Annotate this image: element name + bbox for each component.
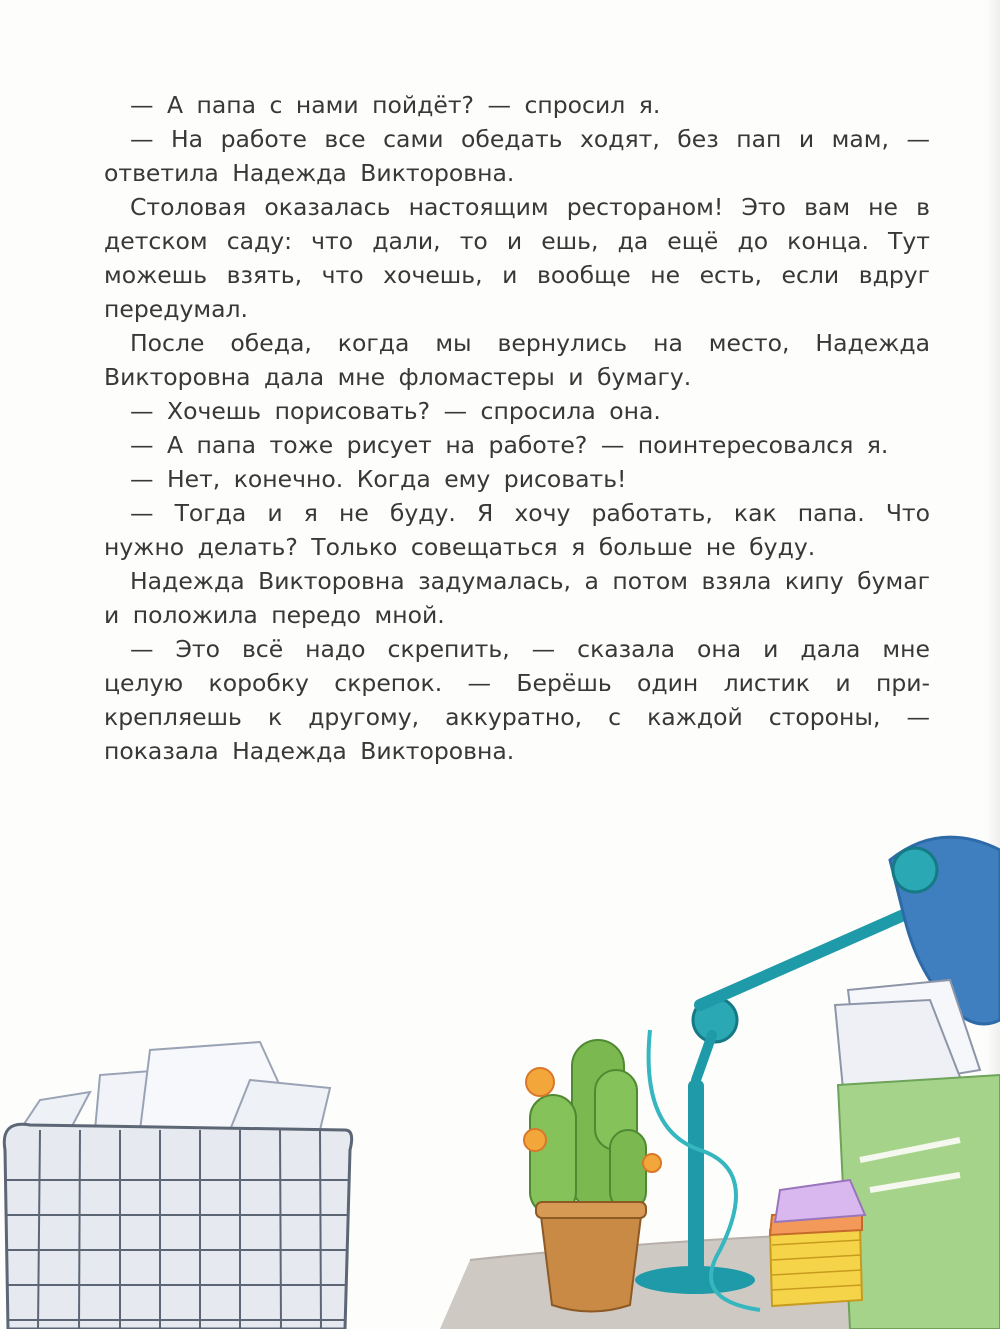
story-text bbox=[104, 88, 930, 768]
paragraph: Столовая оказалась настоящим рестораном! Это вам не в детском саду: что дали, то и ешь, да ещё до конца. Тут можешь взять, что хочешь, и вообще не есть, если вдруг передумал. bbox=[104, 193, 930, 323]
paragraph: — А папа с нами пойдёт? — спросил я. bbox=[130, 91, 661, 119]
paragraph: — А папа тоже рисует на работе? — поинтересовался я. bbox=[130, 431, 889, 459]
paragraph: Надежда Викторовна задумалась, а потом взяла кипу бумаг и положила передо мной. bbox=[104, 567, 930, 629]
paragraph: — Нет, конечно. Когда ему рисовать! bbox=[130, 465, 627, 493]
paragraph: — Хочешь порисовать? — спросила она. bbox=[130, 397, 661, 425]
sticky-notes-icon bbox=[770, 1180, 865, 1306]
paragraph: — На работе все сами обедать ходят, без пап и мам, — ответила Надежда Викторовна. bbox=[104, 125, 930, 187]
paragraph: — Это всё надо скрепить, — сказала она и дала мне целую коробку скрепок. — Берёшь один листик и прикрепляешь к другому, аккуратно, с каждой стороны, — показала Надежда Викторовна. bbox=[104, 635, 930, 765]
paragraph: — Тогда и я не буду. Я хочу работать, как папа. Что нужно делать? Только совещаться я больше не буду. bbox=[104, 499, 930, 561]
paragraph: После обеда, когда мы вернулись на место, Надежда Викторовна дала мне фломастеры и бумагу. bbox=[104, 329, 930, 391]
wastebasket-icon bbox=[4, 1042, 351, 1329]
desk-illustration bbox=[0, 830, 1000, 1329]
